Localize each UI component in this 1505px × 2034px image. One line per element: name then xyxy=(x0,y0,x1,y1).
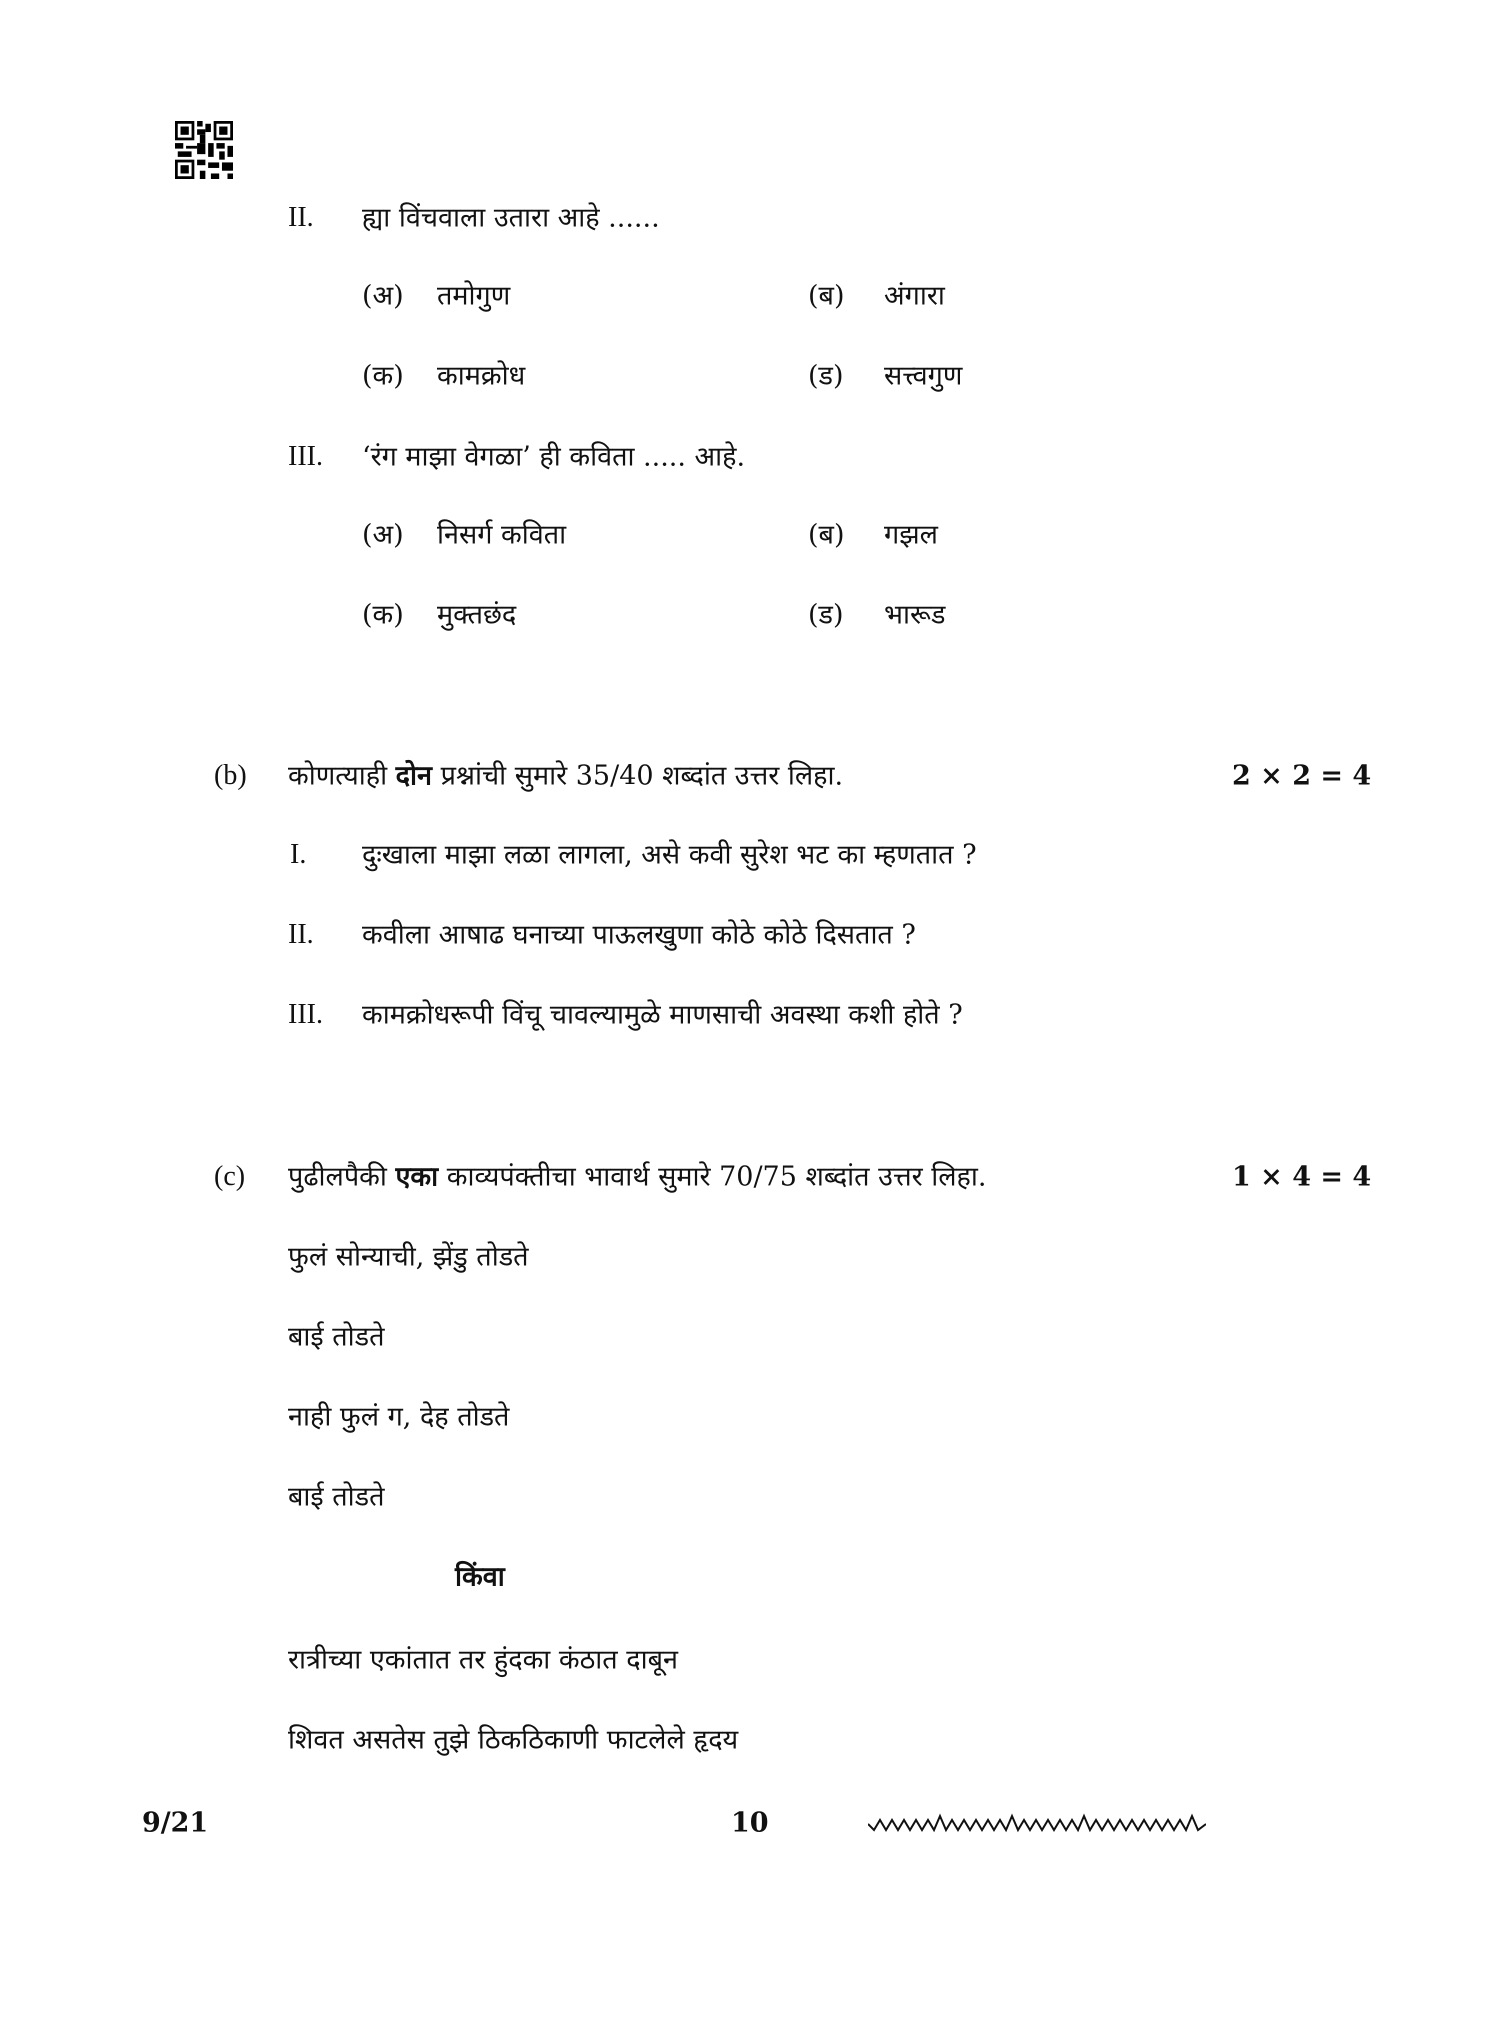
option-text: अंगारा xyxy=(884,280,945,312)
marks-allocation: 2 × 2 = 4 xyxy=(1232,760,1372,792)
question-text: दुःखाला माझा लळा लागला, असे कवी सुरेश भट का म्हणतात ? xyxy=(362,839,977,871)
question-text: ह्या विंचवाला उतारा आहे ...... xyxy=(362,202,660,234)
option-text: निसर्ग कविता xyxy=(437,519,567,551)
option-text: कामक्रोध xyxy=(437,360,526,392)
instruction-text: प्रश्नांची सुमारे 35/40 शब्दांत उत्तर लिहा. xyxy=(431,760,844,792)
option-label: (क) xyxy=(362,360,404,392)
question-number: III. xyxy=(288,441,323,472)
option-label: (अ) xyxy=(362,280,404,312)
question-number: II. xyxy=(288,919,314,950)
option-label: (ब) xyxy=(808,519,845,551)
question-number: II. xyxy=(288,202,314,233)
instruction-text: पुढीलपैकी xyxy=(288,1161,396,1193)
poem-line: फुलं सोन्याची, झेंडु तोडते xyxy=(288,1241,529,1273)
option-text: भारूड xyxy=(884,599,946,631)
option-text: तमोगुण xyxy=(437,280,511,312)
poem-line: बाई तोडते xyxy=(288,1481,385,1513)
question-text: ‘रंग माझा वेगळा’ ही कविता ..... आहे. xyxy=(362,441,746,473)
question-number: I. xyxy=(290,839,307,870)
option-label: (ड) xyxy=(808,599,844,631)
section-instruction xyxy=(288,760,844,792)
qr-code-icon xyxy=(174,121,234,179)
section-label: (c) xyxy=(214,1161,246,1192)
question-text: कामक्रोधरूपी विंचू चावल्यामुळे माणसाची अवस्था कशी होते ? xyxy=(362,999,963,1031)
section-label: (b) xyxy=(214,760,247,791)
option-text: गझल xyxy=(884,519,938,551)
option-label: (क) xyxy=(362,599,404,631)
page-number: 10 xyxy=(731,1807,769,1839)
instruction-emphasis: दोन xyxy=(395,760,432,792)
question-text: कवीला आषाढ घनाच्या पाऊलखुणा कोठे कोठे दिसतात ? xyxy=(362,919,916,951)
paper-code: 9/21 xyxy=(142,1807,209,1839)
marks-allocation: 1 × 4 = 4 xyxy=(1232,1161,1372,1193)
question-number: III. xyxy=(288,999,323,1030)
poem-line: शिवत असतेस तुझे ठिकठिकाणी फाटलेले हृदय xyxy=(288,1724,739,1756)
option-label: (ड) xyxy=(808,360,844,392)
option-text: सत्त्वगुण xyxy=(884,360,963,392)
section-instruction xyxy=(288,1161,987,1193)
option-text: मुक्तछंद xyxy=(437,599,517,631)
instruction-emphasis: एका xyxy=(395,1161,439,1193)
option-label: (अ) xyxy=(362,519,404,551)
poem-line: बाई तोडते xyxy=(288,1321,385,1353)
option-label: (ब) xyxy=(808,280,845,312)
or-separator: किंवा xyxy=(455,1561,505,1593)
wavy-line-icon xyxy=(868,1812,1206,1834)
poem-line: रात्रीच्या एकांतात तर हुंदका कंठात दाबून xyxy=(288,1644,678,1676)
poem-line: नाही फुलं ग, देह तोडते xyxy=(288,1401,510,1433)
instruction-text: कोणत्याही xyxy=(288,760,396,792)
instruction-text: काव्यपंक्तीचा भावार्थ सुमारे 70/75 शब्दांत उत्तर लिहा. xyxy=(438,1161,987,1193)
